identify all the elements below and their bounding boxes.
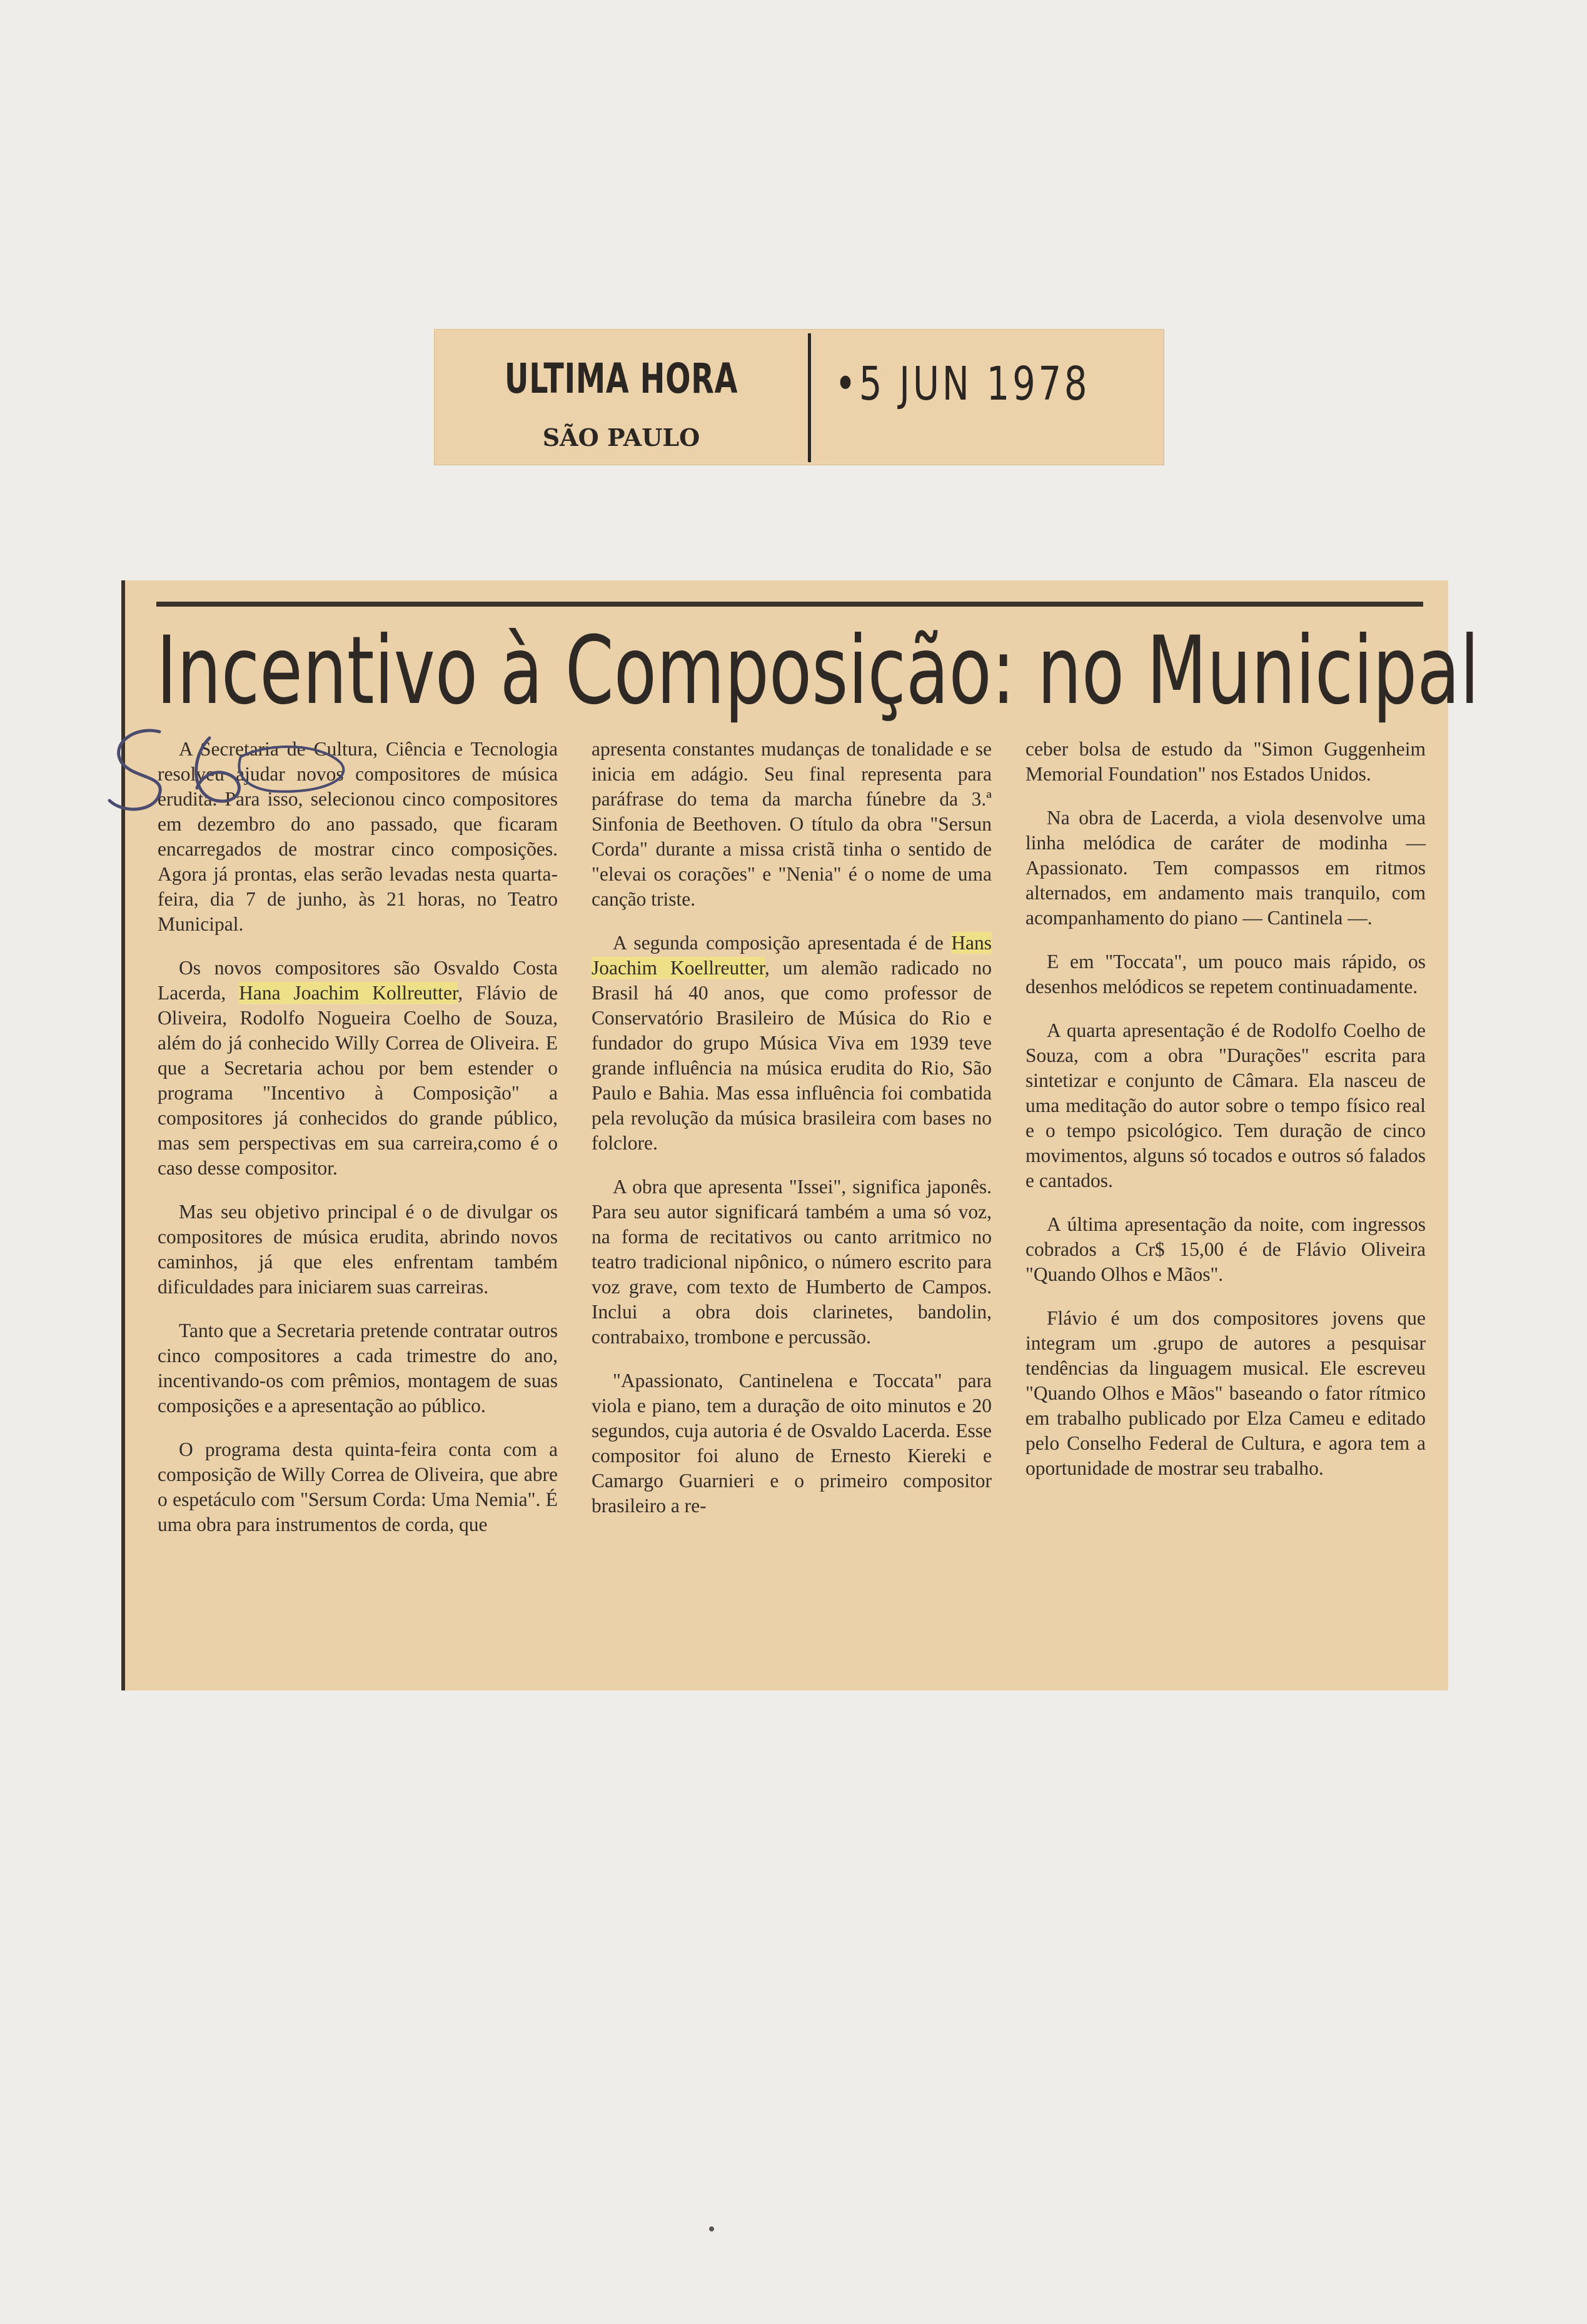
newspaper-name: ULTIMA HORA bbox=[504, 355, 738, 403]
paragraph: O programa desta quinta-feira conta com a composição de Willy Correa de Oliveira, que abre o espetáculo com "Sersum Corda: Uma Nemia". É uma obra para instrumentos de corda, que bbox=[158, 1438, 558, 1535]
highlighted-name: Hana Joachim Kollreutter bbox=[239, 982, 458, 1004]
column-2 bbox=[592, 737, 992, 1537]
newspaper-city: SÃO PAULO bbox=[542, 423, 700, 452]
highlighted-name: Hans Joachim Koellreutter bbox=[592, 932, 992, 979]
paragraph: A obra que apresenta "Issei", significa japonês. Para seu autor significará também a uma só voz, na forma de recitativos ou canto arritmico no teatro tradicional nipônico, o número escrito para voz grave, com texto de Humberto de Campos. Inclui a obra dois clarinetes, bandolin, contrabaixo, trombone e percussão. bbox=[592, 1176, 992, 1348]
article-clipping bbox=[121, 580, 1479, 1690]
masthead-clipping bbox=[434, 329, 1164, 465]
paragraph: Mas seu objetivo principal é o de divulgar os compositores de música erudita, abrindo novos caminhos, já que eles enfrentam também dificuldades para iniciarem suas carreiras. bbox=[158, 1201, 558, 1298]
paragraph: ceber bolsa de estudo da "Simon Guggenheim Memorial Foundation" nos Estados Unidos. bbox=[1025, 738, 1426, 785]
paragraph: apresenta constantes mudanças de tonalidade e se inicia em adágio. Seu final representa para paráfrase do tema da marcha fúnebre da 3.ª Sinfonia de Beethoven. O título da obra "Sersun Corda" durante a missa cristã tinha o sentido de "elevai os corações" e "Nenia" é o nome de uma canção triste. bbox=[592, 738, 992, 910]
paragraph: A Secretaria de Cultura, Ciência e Tecnologia resolveu ajudar novos compositores de música erudita. Para isso, selecionou cinco compositores em dezembro do ano passado, que ficaram encarregados de mostrar cinco composições. Agora já prontas, elas serão levadas nesta quarta-feira, dia 7 de junho, às 21 horas, no Teatro Municipal. bbox=[158, 738, 558, 935]
top-rule bbox=[156, 602, 1423, 607]
paragraph: A última apresentação da noite, com ingressos cobrados a Cr$ 15,00 é de Flávio Oliveira "Quando Olhos e Mãos". bbox=[1025, 1213, 1426, 1285]
paragraph: Na obra de Lacerda, a viola desenvolve uma linha melódica de caráter de modinha — Apassionato. Tem compassos em ritmos alternados, em andamento mais tranquilo, com acompanhamento do piano — Cantinela —. bbox=[1025, 807, 1426, 929]
date-bullet: • bbox=[835, 357, 859, 411]
paragraph bbox=[592, 931, 992, 1156]
masthead-divider bbox=[808, 333, 811, 462]
text-run: , Flávio de Oliveira, Rodolfo Nogueira Coelho de Souza, além do já conhecido Willy Correa de Oliveira. E que a Secretaria achou por bem estender o programa "Incentivo à Composição" a compositores já conhecidos do grande público, mas sem perspectivas em sua carreira,como é o caso desse compositor. bbox=[158, 982, 558, 1179]
paragraph: E em "Toccata", um pouco mais rápido, os desenhos melódicos se repetem continuadamente. bbox=[1025, 951, 1426, 998]
paragraph: "Apassionato, Cantinelena e Toccata" para viola e piano, tem a duração de oito minutos e 20 segundos, cuja autoria é de Osvaldo Lacerda. Esse compositor foi aluno de Ernesto Kiereki e Camargo Guarnieri e o primeiro compositor brasileiro a re- bbox=[592, 1370, 992, 1517]
publication-date bbox=[835, 357, 1089, 411]
paragraph: Flávio é um dos compositores jovens que integram um .grupo de autores a pesquisar tendências da linguagem musical. Ele escreveu "Quando Olhos e Mãos" baseando o fator rítmico em trabalho publicado por Elza Cameu e editado pelo Conselho Federal de Cultura, e agora tem a oportunidade de mostrar seu trabalho. bbox=[1025, 1307, 1426, 1479]
text-run: , um alemão radicado no Brasil há 40 anos, que como professor de Conservatório Brasileiro de Música do Rio e fundador do grupo Música Viva em 1939 teve grande influência na música erudita do Rio, São Paulo e Bahia. Mas essa influência foi combatida pela revolução da música brasileira com bases no folclore. bbox=[592, 957, 992, 1154]
column-3 bbox=[1025, 737, 1426, 1500]
stray-mark bbox=[709, 2226, 714, 2231]
column-1 bbox=[158, 737, 558, 1556]
article-headline: Incentivo à Composição: no Municipal bbox=[156, 617, 1479, 725]
paragraph bbox=[158, 956, 558, 1181]
paragraph: Tanto que a Secretaria pretende contratar outros cinco compositores a cada trimestre do ano, incentivando-os com prêmios, montagem de suas composições e a apresentação ao público. bbox=[158, 1320, 558, 1417]
text-run: A segunda composição apresentada é de bbox=[613, 932, 944, 954]
text-run: Os novos compositores são Osvaldo Costa Lacerda, bbox=[158, 957, 558, 1004]
date-text: 5 JUN 1978 bbox=[859, 357, 1091, 411]
paragraph: A quarta apresentação é de Rodolfo Coelho de Souza, com a obra "Durações" escrita para sintetizar e conjunto de Câmara. Ela nasceu de uma meditação do autor sobre o tempo físico real e o tempo psicológico. Tem duração de cinco movimentos, alguns só tocados e outros só falados e cantados. bbox=[1025, 1019, 1426, 1191]
